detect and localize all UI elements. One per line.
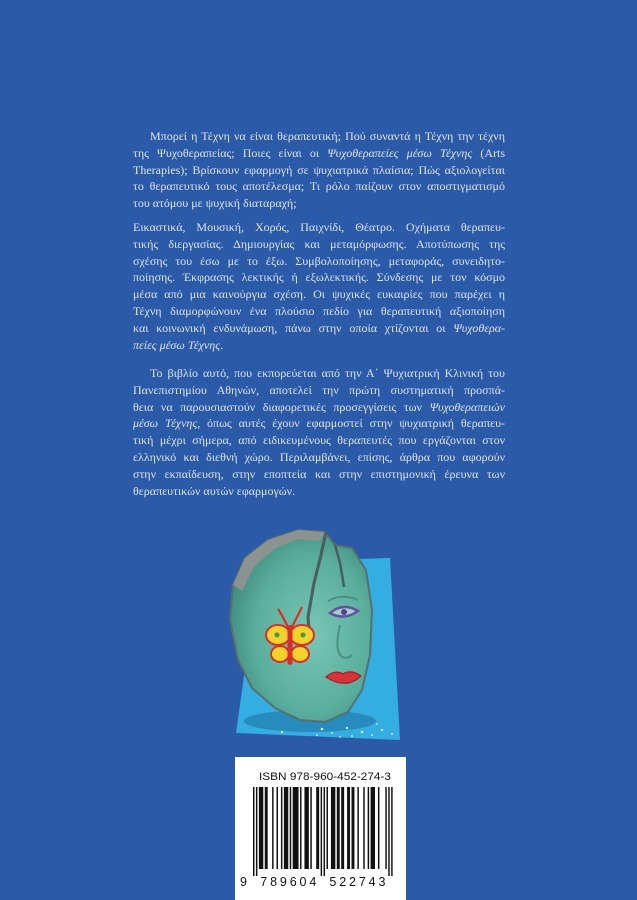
text-run: τική μέχρι σήμερα, από ειδικευμένους θεραπευτές που εργάζονται στον <box>133 433 505 448</box>
barcode-first-digit: 9 <box>240 875 247 889</box>
text-run: ποίησης. Έκφρασης λεκτικής ή εξωλεκτικής. Σύνδεσης με τον κόσμο <box>133 270 505 285</box>
italic-text-run: Ψυχοθεραπείες μέσω Τέχνης <box>327 145 473 160</box>
text-line <box>133 253 505 270</box>
italic-text-run: Ψυχοθεραπειών <box>429 399 505 414</box>
barcode-bar <box>265 787 268 869</box>
barcode-bar <box>256 787 257 876</box>
text-line <box>133 162 505 179</box>
text-run: Πανεπιστημίου Αθηνών, αποτελεί την πρώτη συστηματική προσπά- <box>133 382 505 397</box>
text-line <box>133 320 505 337</box>
text-line <box>133 178 505 195</box>
text-run: μέσα από μια καινούργια σχέση. Οι ψυχικές ευκαιρίες που παρέχει η <box>133 287 505 302</box>
text-run: της Ψυχοθεραπείας; Ποιες είναι οι <box>133 145 328 160</box>
text-line-content <box>150 365 505 382</box>
wing-dot <box>301 633 306 638</box>
barcode-bar <box>281 787 282 869</box>
text-line-content <box>133 432 505 449</box>
text-line <box>150 365 505 382</box>
italic-text-run: Ψυχοθερα- <box>453 320 505 335</box>
text-line-content <box>133 483 295 500</box>
barcode-bar <box>363 787 364 869</box>
barcode-bar <box>368 787 369 869</box>
text-line <box>133 269 505 286</box>
text-line-content <box>133 382 505 399</box>
text-line-content <box>133 253 505 270</box>
wing-dot <box>275 633 280 638</box>
text-line <box>133 145 505 162</box>
barcode-bar <box>277 787 278 869</box>
barcode-bar <box>351 787 354 869</box>
text-line <box>133 415 505 432</box>
text-line-content <box>133 320 505 337</box>
text-line-content <box>133 466 505 483</box>
wing <box>291 646 309 662</box>
blurb-paragraph-1 <box>133 128 505 212</box>
text-run: ελληνικό και διεθνή χώρο. Περιλαμβάνει, επίσης, άρθρα που αφορούν <box>133 449 505 464</box>
barcode-bar <box>385 787 386 869</box>
text-run: θεια να παρουσιαστούν διαφορετικές προσεγγίσεις των <box>133 399 430 414</box>
barcode-bar <box>324 787 325 876</box>
barcode-left-digits: 789604 <box>260 875 317 889</box>
text-line-content <box>133 195 297 212</box>
text-line <box>133 399 505 416</box>
barcode-bar <box>259 787 263 869</box>
text-line <box>133 195 505 212</box>
text-line-content <box>133 145 505 162</box>
text-line <box>133 382 505 399</box>
text-run: . <box>220 337 224 352</box>
text-line-content <box>133 303 505 320</box>
text-line <box>150 128 505 145</box>
text-line <box>133 466 505 483</box>
text-line-content <box>133 269 505 286</box>
butterfly-body <box>288 625 293 665</box>
barcode-bar <box>378 787 379 869</box>
text-run: και κοινωνική ενδυνάμωση, πάνω στην οποία χτίζονται οι <box>133 320 454 335</box>
text-run: Μπορεί η Τέχνη να είναι θεραπευτική; Πού συναντά η Τέχνη την τέχνη <box>150 129 505 143</box>
text-run: Εικαστικά, Μουσική, Χορός, Παιχνίδι, Θέατρο. Οχήματα θεραπευ- <box>133 220 505 234</box>
barcode-bar <box>391 787 392 876</box>
text-line-content <box>133 178 505 195</box>
text-line-content <box>133 236 505 253</box>
text-line <box>133 337 505 354</box>
text-line <box>133 219 505 236</box>
barcode-bar <box>293 787 299 869</box>
barcode-bar <box>272 787 273 869</box>
barcode-bar <box>341 787 344 869</box>
text-line-content <box>133 337 223 354</box>
text-line-content <box>133 449 505 466</box>
barcode-bar <box>290 787 291 869</box>
barcode-bar <box>371 787 375 869</box>
barcode-right-digits: 522743 <box>329 875 386 889</box>
barcode-bar <box>284 787 288 869</box>
text-line-content <box>133 286 505 303</box>
text-run: στην εκπαίδευση, στην εποπτεία και στην επιστημονική έρευνα των <box>133 466 505 481</box>
barcode-bar <box>253 787 254 876</box>
isbn-barcode-label <box>235 757 406 900</box>
text-run: (Arts <box>472 145 505 160</box>
text-line <box>133 236 505 253</box>
text-run: το θεραπευτικό τους αποτέλεσμα; Τι ρόλο παίζουν στον αποστιγματισμό <box>133 179 505 194</box>
text-run: σχέσης του έσω με το έξω. Συμβολοποίησης, μεταφοράς, συνειδητο- <box>133 253 505 268</box>
italic-text-run: πείες μέσω Τέχνης <box>133 337 221 352</box>
text-line <box>133 432 505 449</box>
isbn-text: ISBN 978-960-452-274-3 <box>259 771 391 783</box>
barcode-bar <box>300 787 301 869</box>
mask-sculpture-photo <box>222 525 407 745</box>
wing <box>271 646 289 662</box>
text-run: Therapies); Βρίσκουν εφαρμογή σε ψυχιατρικά πλαίσια; Πώς αξιολογείται <box>133 162 505 177</box>
text-run: του ατόμου με ψυχική διαταραχή; <box>133 196 297 211</box>
barcode-bar <box>337 787 340 869</box>
text-line-content <box>133 415 505 432</box>
text-line <box>133 483 505 500</box>
italic-text-run: μέσω Τέχνης <box>133 416 198 431</box>
text-run: , όπως αυτές έχουν εφαρμοστεί στην ψυχιατρική θεραπευ- <box>197 416 506 431</box>
text-run: Το βιβλίο αυτό, που εκπορεύεται από την Α΄ Ψυχιατρική Κλινική του <box>150 366 505 380</box>
barcode-bar <box>388 787 389 876</box>
text-run: θεραπευτικών αυτών εφαρμογών. <box>133 483 296 498</box>
text-run: Τέχνη διαμορφώνουν ένα πλούσιο πεδίο για θεραπευτική αξιοποίηση <box>133 303 505 318</box>
mask-pupil <box>341 609 347 615</box>
barcode-bar <box>321 787 322 876</box>
barcode-bar <box>327 787 328 869</box>
text-line-content <box>133 162 505 179</box>
barcode-bar <box>331 787 335 869</box>
text-line-content <box>133 399 505 416</box>
text-line-content <box>150 128 505 145</box>
text-run: τικής διεργασίας. Δημιουργίας και μεταμόρφωσης. Αποτύπωσης της <box>133 236 505 251</box>
blurb-paragraph-3 <box>133 365 505 499</box>
blurb-paragraph-2 <box>133 219 505 353</box>
text-line <box>133 286 505 303</box>
barcode-bar <box>304 787 308 869</box>
barcode-bar <box>357 787 358 869</box>
barcode-bar <box>310 787 311 869</box>
text-line <box>133 449 505 466</box>
barcode-bar <box>316 787 319 869</box>
text-line <box>133 303 505 320</box>
barcode-bar <box>347 787 350 869</box>
text-line-content <box>133 219 505 236</box>
